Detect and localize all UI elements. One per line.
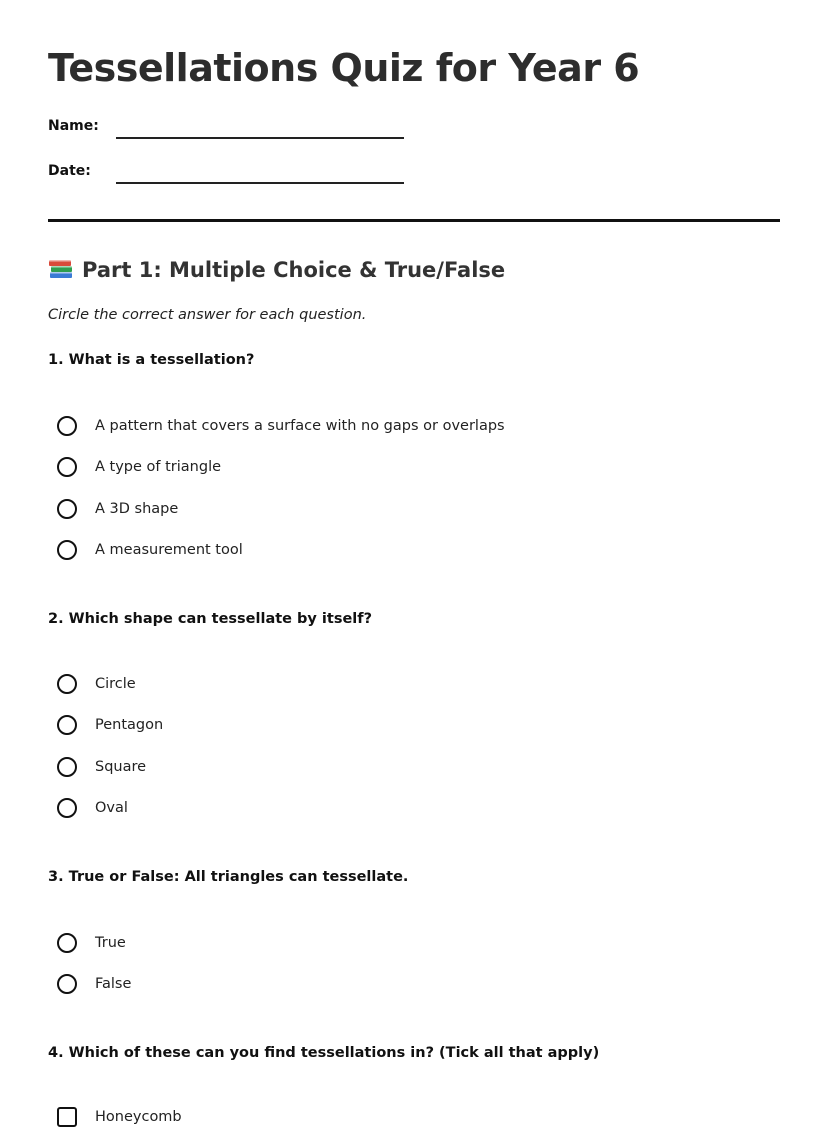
radio-circle-icon[interactable] xyxy=(57,457,77,477)
option-label: Honeycomb xyxy=(95,1109,182,1125)
q1-option-4[interactable] xyxy=(57,539,657,565)
option-label: Square xyxy=(95,759,147,775)
q2-option-3[interactable] xyxy=(57,756,657,782)
radio-circle-icon[interactable] xyxy=(57,798,77,818)
q1-option-3[interactable] xyxy=(57,498,657,524)
option-label: Oval xyxy=(95,800,128,816)
q3-option-true[interactable] xyxy=(57,932,657,958)
date-label: Date: xyxy=(48,163,91,179)
q2-option-4[interactable] xyxy=(57,797,657,823)
q2-option-1[interactable] xyxy=(57,673,657,699)
option-label: A measurement tool xyxy=(95,542,243,558)
question-4: 4. Which of these can you find tessellations in? (Tick all that apply) xyxy=(48,1045,600,1061)
q1-option-1[interactable] xyxy=(57,415,657,441)
q1-option-2[interactable] xyxy=(57,456,657,482)
page-title: Tessellations Quiz for Year 6 xyxy=(48,46,640,90)
q2-option-2[interactable] xyxy=(57,714,657,740)
radio-circle-icon[interactable] xyxy=(57,540,77,560)
date-input-line[interactable] xyxy=(116,182,404,184)
radio-circle-icon[interactable] xyxy=(57,499,77,519)
question-2: 2. Which shape can tessellate by itself? xyxy=(48,611,372,627)
radio-circle-icon[interactable] xyxy=(57,715,77,735)
question-1: 1. What is a tessellation? xyxy=(48,352,255,368)
q3-option-false[interactable] xyxy=(57,973,657,999)
option-label: False xyxy=(95,976,132,992)
option-label: True xyxy=(95,935,126,951)
section-divider xyxy=(48,219,780,222)
question-3: 3. True or False: All triangles can tessellate. xyxy=(48,869,409,885)
checkbox-icon[interactable] xyxy=(57,1107,77,1127)
name-label: Name: xyxy=(48,118,99,134)
option-label: Circle xyxy=(95,676,136,692)
part1-instruction: Circle the correct answer for each question. xyxy=(48,307,367,323)
name-field xyxy=(48,118,408,148)
part1-heading xyxy=(48,258,505,282)
option-label: A pattern that covers a surface with no gaps or overlaps xyxy=(95,418,505,434)
option-label: Pentagon xyxy=(95,717,164,733)
radio-circle-icon[interactable] xyxy=(57,416,77,436)
option-label: A type of triangle xyxy=(95,459,222,475)
radio-circle-icon[interactable] xyxy=(57,933,77,953)
option-label: A 3D shape xyxy=(95,501,179,517)
radio-circle-icon[interactable] xyxy=(57,674,77,694)
date-field xyxy=(48,163,408,193)
part1-heading-text: Part 1: Multiple Choice & True/False xyxy=(82,258,506,282)
books-icon xyxy=(48,258,74,280)
q4-option-1[interactable] xyxy=(57,1106,657,1132)
radio-circle-icon[interactable] xyxy=(57,757,77,777)
radio-circle-icon[interactable] xyxy=(57,974,77,994)
name-input-line[interactable] xyxy=(116,137,404,139)
